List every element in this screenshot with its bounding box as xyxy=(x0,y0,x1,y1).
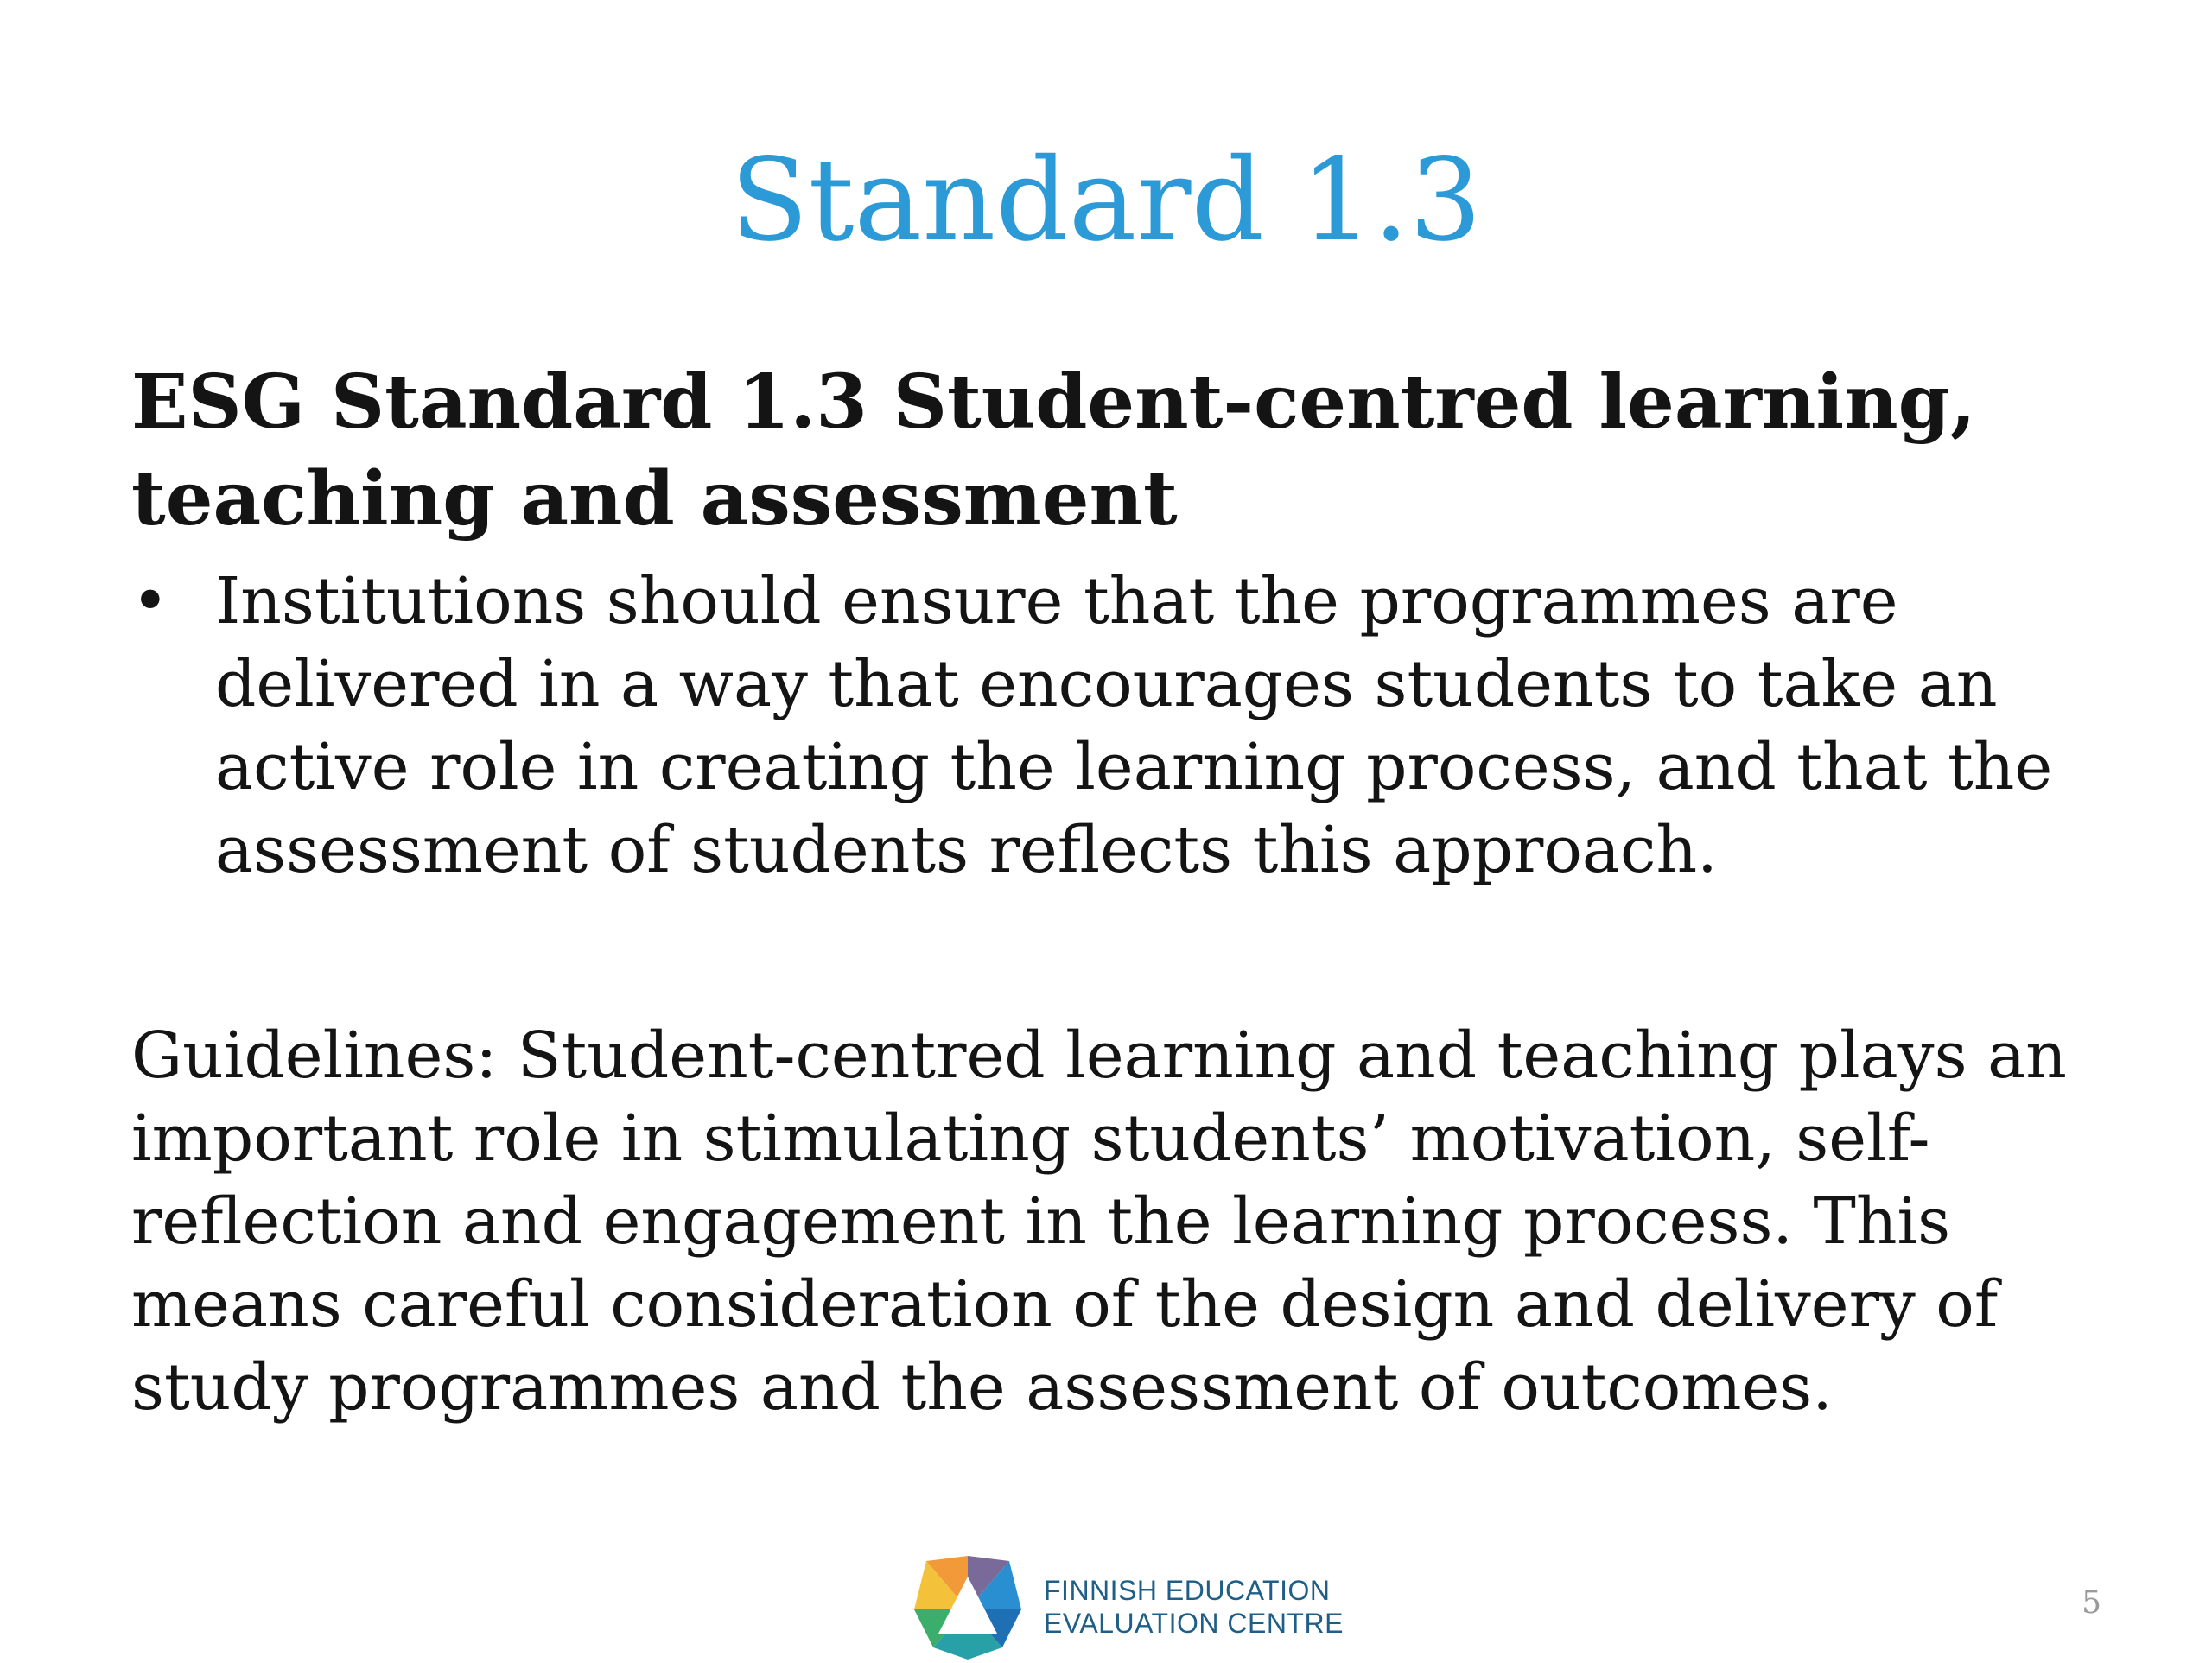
slide-title: Standard 1.3 xyxy=(730,134,1482,267)
list-item xyxy=(131,560,2136,892)
bullet-marker: • xyxy=(131,564,169,638)
page-number: 5 xyxy=(2082,1585,2101,1621)
standard-heading: ESG Standard 1.3 Student-centred learning, teaching and assessment xyxy=(131,359,1976,543)
logo-line-1: FINNISH EDUCATION xyxy=(1044,1575,1331,1606)
bullet-text: Institutions should ensure that the programmes are delivered in a way that encourages students to take an active role in creating the learning process, and that the assessment of students reflects this approach. xyxy=(215,564,2053,887)
slide-content xyxy=(131,354,2136,1493)
bullet-list xyxy=(131,560,2136,892)
logo-line-2: EVALUATION CENTRE xyxy=(1044,1608,1344,1639)
finnish-education-evaluation-centre-logo xyxy=(907,1551,1344,1663)
logo-text xyxy=(1044,1574,1344,1640)
guidelines-paragraph: Guidelines: Student-centred learning and teaching plays an important role in stimulating students’ motivation, self-reflection and engagement in the learning process. This means careful consideration of the design and delivery of study programmes and the assessment of outcomes. xyxy=(131,1019,2067,1425)
triangle-diamond-logo-icon xyxy=(907,1551,1028,1663)
